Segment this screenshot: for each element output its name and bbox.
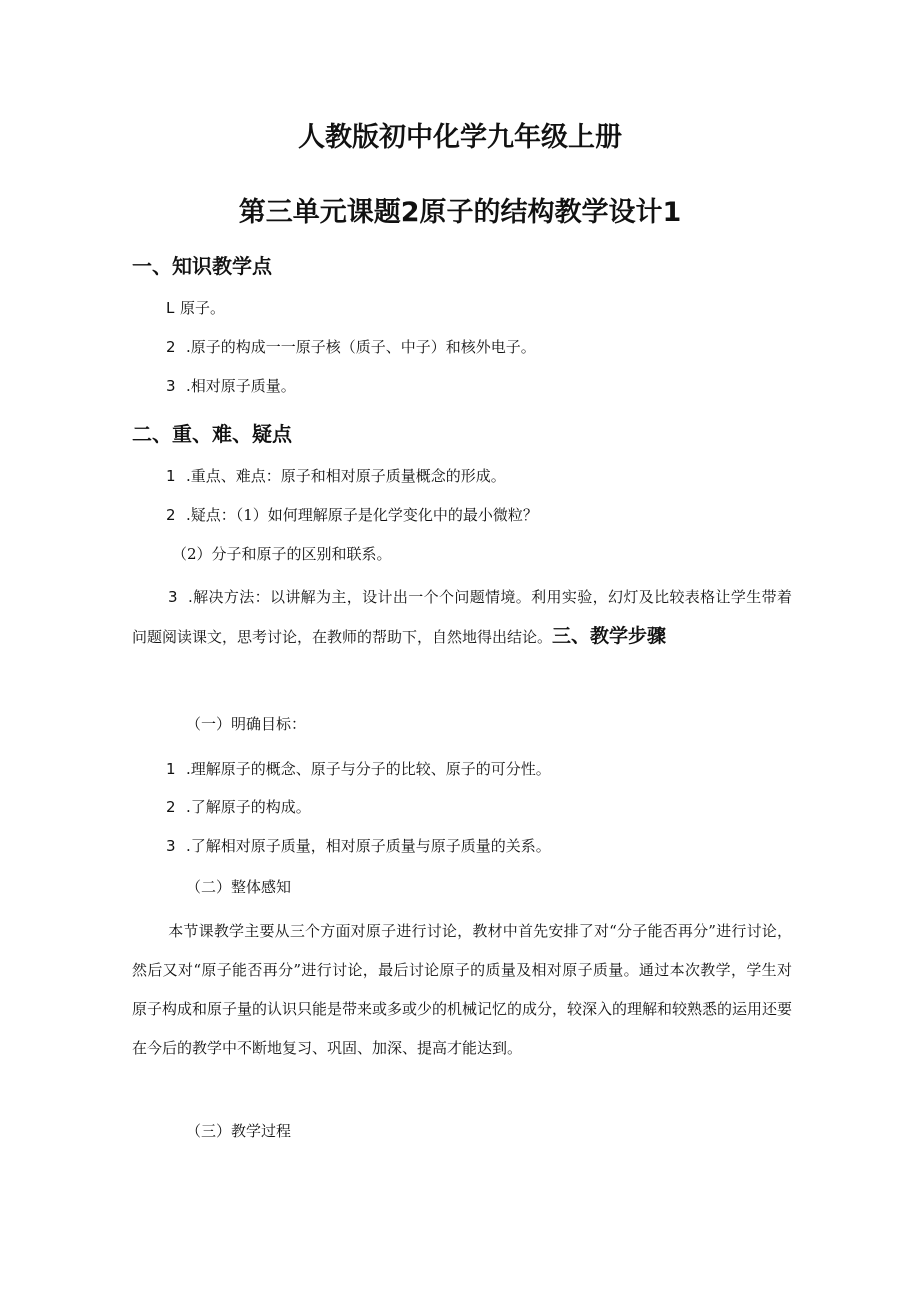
list-item-number: 2 xyxy=(166,338,176,356)
list-item-text: .重点、难点：原子和相对原子质量概念的形成。 xyxy=(186,467,506,485)
section-heading-key-points: 二、重、难、疑点 xyxy=(132,422,292,446)
method-text: .解决方法：以讲解为主，设计出一个个问题情境。利用实验，幻灯及比较表格让学生带着问题阅读课文，思考讨论，在教师的帮助下，自然地得出结论。 xyxy=(132,588,792,646)
list-item xyxy=(166,835,551,857)
method-paragraph xyxy=(132,578,792,657)
overview-text: 本节课教学主要从三个方面对原子进行讨论，教材中首先安排了对“分子能否再分”进行讨论，然后又对“原子能否再分”进行讨论，最后讨论原子的质量及相对原子质量。通过本次教学，学生对原子构成和原子量的认识只能是带来或多或少的机械记忆的成分，较深入的理解和较熟悉的运用还要在今后的教学中不断地复习、巩固、加深、提高才能达到。 xyxy=(132,922,793,1057)
list-item-text: （2）分子和原子的区别和联系。 xyxy=(172,545,392,563)
list-item-number: 2 xyxy=(166,798,176,816)
list-item-text: .理解原子的概念、原子与分子的比较、原子的可分性。 xyxy=(186,760,551,778)
list-item-number: 1 xyxy=(166,760,176,778)
list-item xyxy=(166,465,506,487)
list-item-text: .了解原子的构成。 xyxy=(186,798,311,816)
document-subtitle: 第三单元课题2原子的结构教学设计1 xyxy=(238,197,682,228)
list-item xyxy=(166,375,296,397)
subsection-heading-goals: （一）明确目标： xyxy=(186,715,307,733)
list-item xyxy=(166,297,225,319)
list-item xyxy=(166,504,538,526)
overview-paragraph xyxy=(132,912,792,1068)
list-item xyxy=(166,758,551,780)
subsection-heading-process: （三）教学过程 xyxy=(186,1122,292,1140)
list-item-number: 2 xyxy=(166,506,176,524)
subsection-heading-overview: （二）整体感知 xyxy=(186,878,292,896)
list-item-number: L xyxy=(166,299,175,317)
list-item-text: .相对原子质量。 xyxy=(186,377,296,395)
list-item-number: 3 xyxy=(166,837,176,855)
section-heading-steps: 三、教学步骤 xyxy=(552,625,667,647)
list-item-number: 3 xyxy=(166,377,176,395)
list-item-number: 3 xyxy=(168,588,178,606)
list-item-text: .原子的构成一一原子核（质子、中子）和核外电子。 xyxy=(186,338,536,356)
list-item xyxy=(166,336,536,358)
list-item-text: 原子。 xyxy=(180,299,226,317)
document-title: 人教版初中化学九年级上册 xyxy=(298,122,622,153)
list-item xyxy=(172,543,392,565)
list-item-text: .疑点：（1）如何理解原子是化学变化中的最小微粒？ xyxy=(186,506,538,524)
list-item-text: .了解相对原子质量，相对原子质量与原子质量的关系。 xyxy=(186,837,551,855)
list-item xyxy=(166,796,311,818)
section-heading-knowledge: 一、知识教学点 xyxy=(132,254,272,278)
list-item-number: 1 xyxy=(166,467,176,485)
